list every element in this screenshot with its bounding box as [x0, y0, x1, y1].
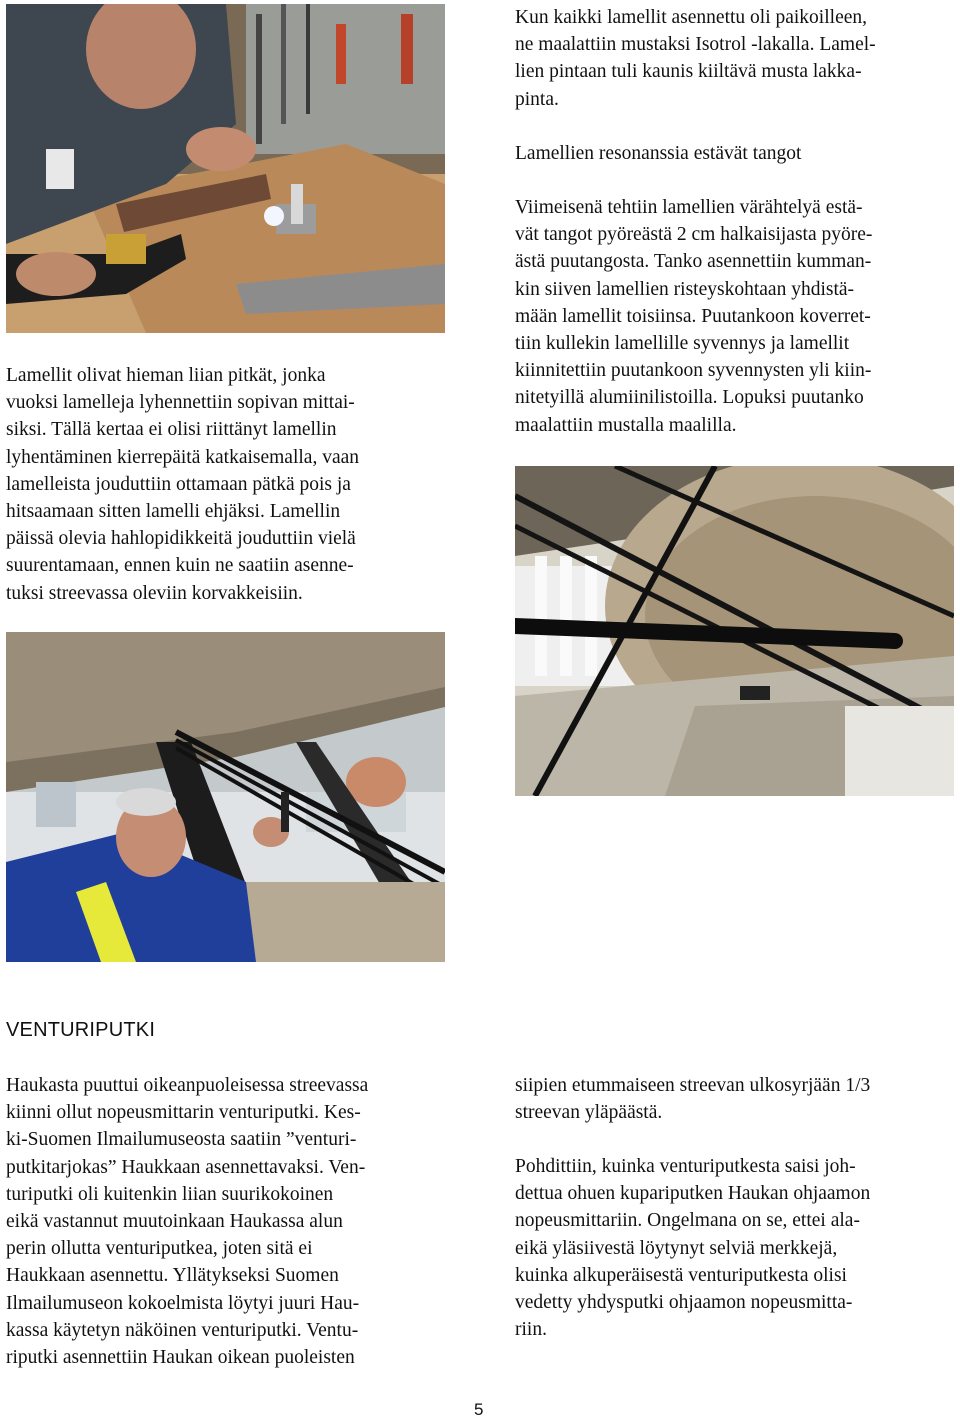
- paragraph-shortening: [6, 362, 445, 607]
- paragraph-venturi-right-2: [515, 1153, 954, 1343]
- section-right-paragraph-1: [515, 1072, 954, 1126]
- text-line: riputki asennettiin Haukan oikean puoleisten: [6, 1347, 355, 1369]
- paragraph-venturi-right-1: [515, 1072, 954, 1126]
- text-line: eikä vastannut muutoinkaan Haukassa alun: [6, 1211, 343, 1233]
- text-line: vät tangot pyöreästä 2 cm halkaisijasta pyöre-: [515, 224, 873, 246]
- text-line: Pohdittiin, kuinka venturiputkesta saisi joh-: [515, 1156, 856, 1177]
- right-column-paragraph-2: [515, 194, 954, 439]
- text-line: kiinni ollut nopeusmittarin venturiputki. Kes-: [6, 1102, 361, 1124]
- section-right-paragraph-2: [515, 1153, 954, 1343]
- text-line: Kun kaikki lamellit asennettu oli paikoilleen,: [515, 7, 867, 28]
- text-line: riin.: [515, 1319, 547, 1341]
- text-line: Ilmailumuseon kokoelmista löytyi juuri Hau-: [6, 1292, 360, 1314]
- text-line: päissä olevia hahlopidikkeitä jouduttiin vielä: [6, 528, 356, 550]
- text-line: suurentamaan, ennen kuin ne saatiin asenne-: [6, 555, 354, 577]
- page-number: 5: [474, 1400, 484, 1419]
- text-line: streevan yläpäästä.: [515, 1102, 663, 1124]
- text-line: siipien etummaiseen streevan ulkosyrjään 1/3: [515, 1075, 871, 1096]
- paragraph-lacquer: [515, 4, 954, 113]
- text-line: kassa käytetyn näköinen venturiputki. Ventu-: [6, 1319, 359, 1341]
- text-line: dettua ohuen kupariputken Haukan ohjaamon: [515, 1183, 871, 1205]
- text-line: lien pintaan tuli kaunis kiiltävä musta lakka-: [515, 61, 862, 83]
- right-column-paragraph-1: [515, 4, 954, 113]
- text-line: hitsaamaan sitten lamelli ehjäksi. Lamellin: [6, 501, 341, 523]
- section-left-paragraph: [6, 1072, 445, 1371]
- text-line: ki-Suomen Ilmailumuseosta saatiin ”venturi-: [6, 1129, 357, 1151]
- text-line: eikä yläsiivestä löytynyt selviä merkkejä,: [515, 1237, 838, 1259]
- text-line: lamelleista jouduttiin ottamaan pätkä pois ja: [6, 473, 351, 495]
- photo-wing-lamellae: [515, 466, 954, 796]
- text-line: Haukkaan asennettu. Yllätykseksi Suomen: [6, 1265, 339, 1287]
- text-line: kuinka alkuperäisestä venturiputkesta olisi: [515, 1264, 847, 1286]
- text-line: pinta.: [515, 88, 559, 110]
- text-line: maalattiin mustalla maalilla.: [515, 414, 737, 436]
- text-line: tiin kullekin lamellille syvennys ja lamellit: [515, 333, 850, 355]
- photo-worker-under-wing: [6, 632, 445, 962]
- photo-welding-workshop: [6, 4, 445, 333]
- text-line: Lamellit olivat hieman liian pitkät, jonka: [6, 365, 326, 386]
- text-line: vuoksi lamelleja lyhennettiin sopivan mittai-: [6, 392, 355, 414]
- text-line: turiputki oli kuitenkin liian suurikokoinen: [6, 1183, 334, 1205]
- section-heading-venturiputki: VENTURIPUTKI: [6, 1019, 156, 1041]
- text-line: siksi. Tällä kertaa ei olisi riittänyt lamellin: [6, 419, 337, 441]
- text-line: kin siiven lamellien risteyskohtaan yhdistä-: [515, 278, 855, 300]
- text-line: ne maalattiin mustaksi Isotrol -lakalla. Lamel-: [515, 34, 876, 56]
- text-line: nopeusmittariin. Ongelmana on se, ettei ala-: [515, 1210, 860, 1232]
- text-line: lyhentäminen kierrepäitä katkaisemalla, vaan: [6, 446, 360, 468]
- paragraph-venturi-left: [6, 1072, 445, 1371]
- text-line: Viimeisenä tehtiin lamellien värähtelyä estä-: [515, 197, 863, 218]
- subheading-resonance-rods: Lamellien resonanssia estävät tangot: [515, 143, 802, 164]
- text-line: kiinnitettiin puutankoon syvennysten yli kiin-: [515, 360, 872, 382]
- text-line: mään lamellit toisiinsa. Puutankoon koverret-: [515, 305, 871, 327]
- text-line: nitetyillä alumiinilistoilla. Lopuksi puutanko: [515, 387, 864, 409]
- text-line: vedetty yhdysputki ohjaamon nopeusmitta-: [515, 1292, 853, 1314]
- left-column-paragraph-1: [6, 362, 445, 607]
- text-line: ästä puutangosta. Tanko asennettiin kumman-: [515, 251, 872, 273]
- text-line: Haukasta puuttui oikeanpuoleisessa streevassa: [6, 1075, 369, 1096]
- text-line: perin ollutta venturiputkea, joten sitä ei: [6, 1238, 313, 1260]
- text-line: tuksi streevassa oleviin korvakkeisiin.: [6, 582, 303, 604]
- text-line: putkitarjokas” Haukkaan asennettavaksi. Ven-: [6, 1156, 366, 1178]
- paragraph-rods: [515, 194, 954, 439]
